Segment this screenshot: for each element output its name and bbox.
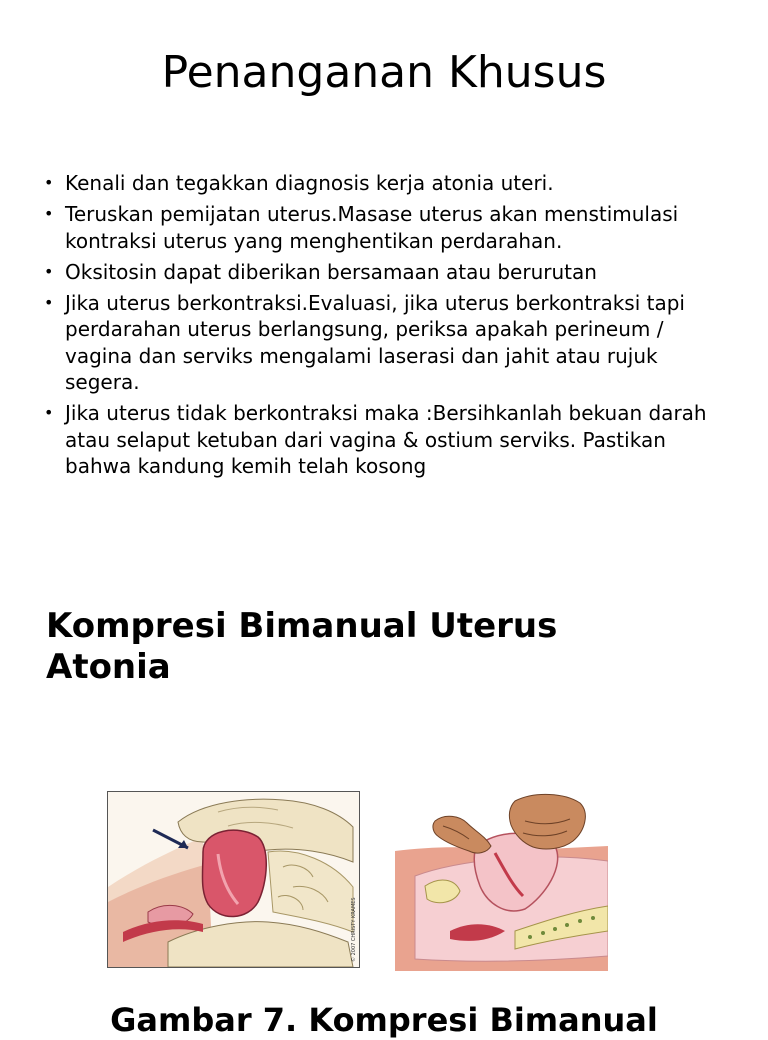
- bullet-text: Teruskan pemijatan uterus.Masase uterus akan menstimulasi kontraksi uterus yang menghentikan perdarahan.: [65, 202, 679, 253]
- list-item: [44, 201, 724, 254]
- bullet-text: Oksitosin dapat diberikan bersamaan atau berurutan: [65, 259, 597, 284]
- bullet-dot: •: [44, 403, 54, 422]
- bullet-dot: •: [44, 261, 54, 281]
- list-item: [44, 170, 724, 197]
- anatomy-drawing: [108, 792, 359, 967]
- slide-title: Penanganan Khusus: [161, 47, 607, 98]
- section-heading: Kompresi Bimanual Uterus Atonia: [46, 606, 558, 687]
- anatomy-drawing: [395, 791, 608, 971]
- bullet-text: Jika uterus tidak berkontraksi maka :Bersihkanlah bekuan darah atau selaput ketuban dari vagina & ostium serviks. Pastikan bahwa kandung kemih telah kosong: [65, 401, 707, 478]
- bullet-list: [44, 170, 724, 484]
- figure-credit: © 2007 CHRISTY KRAMES: [351, 897, 357, 962]
- figure-caption: Gambar 7. Kompresi Bimanual: [110, 1001, 658, 1039]
- bullet-dot: •: [44, 204, 54, 223]
- list-item: [44, 400, 724, 480]
- bimanual-illustration-left: [107, 791, 360, 968]
- bullet-text: Kenali dan tegakkan diagnosis kerja atonia uteri.: [65, 171, 554, 195]
- bullet-dot: •: [44, 292, 54, 312]
- bullet-text: Jika uterus berkontraksi.Evaluasi, jika uterus berkontraksi tapi perdarahan uterus berlangsung, periksa apakah perineum / vagina dan serviks mengalami laserasi dan jahit atau rujuk segera.: [65, 290, 685, 394]
- list-item: [44, 259, 724, 286]
- list-item: [44, 290, 724, 396]
- bullet-dot: •: [44, 173, 54, 192]
- bimanual-illustration-right: [395, 791, 608, 971]
